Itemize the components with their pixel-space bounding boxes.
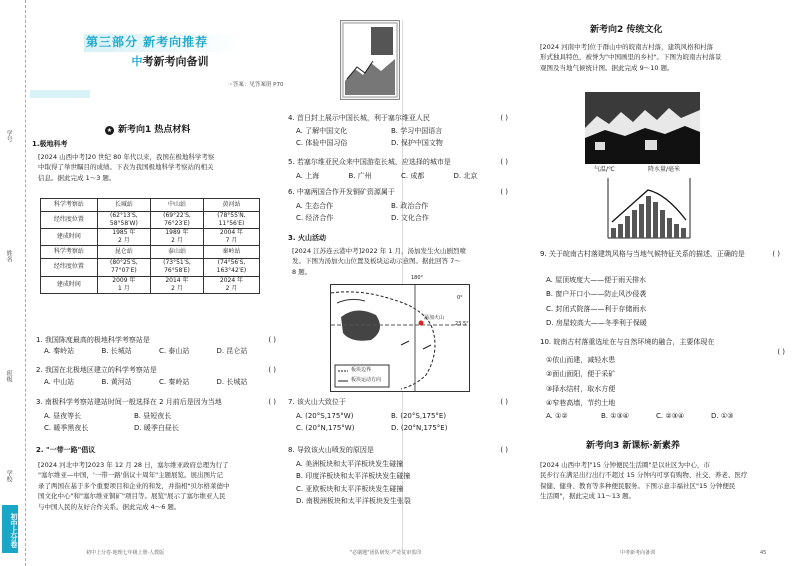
option: A. (20°S,175°W)	[296, 412, 354, 420]
legend-motion: 板块运动方向	[351, 377, 382, 383]
q10-statements	[546, 356, 746, 409]
option: B. 窗户开口小——防止风沙侵袭	[546, 290, 647, 299]
material-line: 中取得了举世瞩目的成绩。下表为我国极地科学考察站的相关	[38, 163, 214, 172]
first-day-cover-image	[340, 20, 400, 100]
option: B. (20°S,175°E)	[391, 412, 447, 420]
legend-boundary: 板块边界	[351, 367, 372, 373]
question-2	[36, 366, 276, 375]
option: D. 北京	[453, 172, 478, 180]
q1-text: 1. 我国陈度最高的极地科学考察站是	[36, 336, 150, 344]
stations-table	[40, 198, 260, 294]
volcano-map	[330, 275, 470, 392]
footer-center: "必刷题"团队研发·严苛复审监印	[350, 550, 422, 556]
option: B. 学习中国语言	[391, 127, 443, 135]
material-line: "塞尔维亚—中国，'一带一路'倡议十周年"主题展览。展出图片记	[38, 471, 224, 480]
q9-options	[546, 276, 746, 329]
table-row	[41, 276, 260, 293]
question-5	[288, 158, 508, 167]
material-line: 民步行在满足出行出行不超过 15 分钟内可享有购物、社交、养老、医疗	[540, 471, 748, 480]
material-line: 与中国人民的友好合作关系。据此完成 4～6 题。	[38, 502, 181, 511]
name-label: 姓名	[5, 250, 13, 262]
question-6	[288, 188, 508, 197]
village-photo-svg	[585, 92, 700, 164]
table-cell: 1985 年 2 月	[97, 229, 150, 246]
table-cell: 建成时间	[41, 229, 98, 246]
option: B. ①③④	[601, 412, 630, 420]
table-cell: (62°13′S, 58°58′W)	[97, 212, 150, 229]
table-row	[41, 199, 260, 212]
option: A. ①②	[546, 412, 568, 420]
q9-answer-bracket: ( )	[772, 250, 780, 258]
table-cell: 长城站	[97, 199, 150, 212]
table-row	[41, 229, 260, 246]
sub-title-rest: 考新考向备训	[142, 55, 209, 68]
q10-text: 10. 皖南古村落重选址在与自然环境的融合，主要体现在	[540, 338, 715, 346]
material-line: 发。下图为汤加火山位置及板块运动示意图。据此回答 7～	[292, 257, 461, 266]
option: A. 昼夜等长	[44, 412, 82, 420]
q2-options	[44, 378, 274, 387]
option: C. ②③④	[656, 412, 685, 420]
q7-text: 7. 该火山大致位于	[288, 398, 346, 406]
option: A. 上海	[296, 172, 320, 180]
q5-options	[296, 172, 506, 181]
footer-left: 初中上分卷·地理七年级上册·人教版	[86, 550, 165, 556]
table-row	[41, 259, 260, 276]
q4-answer-bracket: ( )	[500, 114, 508, 122]
q8-text: 8. 导致该火山喷发的原因是	[288, 446, 374, 454]
q3-answer-bracket: ( )	[268, 398, 276, 406]
material-line: 8 题。	[292, 267, 312, 276]
topic-polar: 1.极地科考	[32, 140, 68, 148]
material-line: [2024 山西中考]"15 分钟便民生活圈"是以社区为中心，市	[540, 461, 710, 469]
material-section2	[540, 42, 785, 73]
decor-band	[30, 90, 90, 98]
material-line: 录了两国在基于多个重要项目和企业的和发，并指相"贝尔格莱德中	[38, 481, 230, 490]
school-label: 学校	[5, 470, 13, 482]
option: A. 屋顶坡度大——便于雨天排水	[546, 276, 647, 284]
q10-answer-bracket: ( )	[777, 348, 785, 356]
table-cell: (80°25′S, 77°07′E)	[97, 259, 150, 276]
table-cell: (78°55′N, 11°56′E)	[203, 212, 259, 229]
answer-reference: ☞答案：见答案册 P70	[228, 82, 284, 88]
map-equator-label: 0°	[457, 295, 463, 301]
q2-text: 2. 我国在北极地区建立的科学考察站是	[36, 366, 157, 374]
option: C. 泰山站	[159, 347, 190, 355]
option: D. 房屋较高大——冬季利于保暖	[546, 319, 647, 328]
q8-answer-bracket: ( )	[500, 446, 508, 454]
option: C. 亚欧板块和太平洋板块发生碰撞	[296, 484, 404, 493]
option: C. (20°N,175°W)	[296, 424, 355, 433]
q5-text: 5. 若塞尔维亚民众来中国游览长城，应选择的城市是	[288, 158, 451, 166]
star-icon: ★	[106, 126, 113, 134]
question-10	[540, 338, 785, 357]
q3-options	[44, 412, 224, 434]
statement: ①依山而建，减轻水患	[546, 356, 616, 364]
option: C. 暖季黑夜长	[44, 424, 89, 433]
option: D. (20°N,175°E)	[391, 424, 448, 433]
table-cell: 昆仑站	[97, 246, 150, 259]
q6-text: 6. 中塞两国合作开发铜矿资源属于	[288, 188, 395, 196]
material-line: 观图及当地气候统计图。据此完成 9～10 题。	[540, 63, 674, 72]
option: C. 体验中国习俗	[296, 139, 348, 148]
option: D. 长城站	[216, 378, 248, 386]
village-photo	[585, 92, 700, 164]
page-number: 45	[760, 550, 767, 556]
q5-answer-bracket: ( )	[500, 158, 508, 166]
option: A. 秦岭站	[44, 347, 75, 355]
class-label: 班级	[5, 370, 13, 382]
question-1	[36, 336, 276, 345]
q6-answer-bracket: ( )	[500, 188, 508, 196]
table-cell: 2004 年 7 月	[203, 229, 259, 246]
material-line: 信息。据此完成 1～3 题。	[38, 173, 116, 182]
student-id-label: 学号	[5, 130, 13, 142]
table-cell: 建成时间	[41, 276, 98, 293]
option: A. 美洲板块和太平洋板块发生碰撞	[296, 460, 404, 468]
table-row	[41, 212, 260, 229]
table-cell: 黄河站	[203, 199, 259, 212]
map-volcano-label: 汤加火山	[424, 315, 445, 321]
option: D. 南极洲板块和太平洋板块发生张裂	[296, 497, 411, 506]
binding-strip	[0, 0, 26, 566]
q2-answer-bracket: ( )	[268, 366, 276, 374]
option: B. 长城站	[101, 347, 132, 355]
material-line: 生活圈"，据此完成 11～13 题。	[540, 492, 636, 501]
question-7	[288, 398, 508, 407]
question-4	[288, 114, 508, 123]
material-line: [2024 江苏连云港中考]2022 年 1 月，汤加发生火山剧烈喷	[292, 247, 467, 255]
table-cell: 中山站	[150, 199, 203, 212]
option: B. 广州	[348, 172, 372, 180]
table-cell: 秦岭站	[203, 246, 259, 259]
material-2	[38, 460, 278, 512]
section3-heading: 新考向3 新课标·新素养	[586, 441, 680, 451]
q3-text: 3. 南极科学考察站建站时间一般选择在 2 月前后是因为当地	[36, 398, 222, 406]
footer-right: 中考新考向备训	[620, 550, 656, 556]
table-cell: 经纬度位置	[41, 259, 98, 276]
material-line: [2024 山西中考]20 世纪 80 年代以来，我国在极地科学考察	[38, 153, 215, 161]
material-section3	[540, 460, 785, 502]
option: D. 昆仑站	[216, 347, 248, 355]
option: B. 黄河站	[101, 378, 132, 386]
brand-tab: 初中上分卷	[2, 505, 18, 553]
option: B. 政治合作	[391, 202, 429, 210]
map-longitude-label: 180°	[411, 275, 424, 281]
material-line: 国文化中心"和"塞尔维亚铜矿"项目等。展览"展示了塞尔维亚人民	[38, 492, 226, 501]
cover-illustration	[341, 21, 399, 99]
statement: ④窄巷高墙，节约土地	[546, 399, 616, 408]
table-cell: 2009 年 1 月	[97, 276, 150, 293]
q4-options	[296, 127, 486, 149]
option: D. ①③	[711, 412, 734, 420]
option: D. 保护中国文物	[391, 139, 443, 148]
plate-map-svg	[331, 285, 469, 391]
topic-volcano: 3. 火山活动	[288, 234, 326, 242]
q9-text: 9. 关于皖南古村落建筑风格与当地气候特征关系的描述，正确的是	[540, 250, 745, 258]
q10-options	[546, 412, 766, 421]
part-title: 第三部分 新考向推荐	[84, 34, 239, 52]
material-line: 形式独具特色，被誉为"中国画里的乡村"。下图为皖南古村落景	[540, 53, 722, 62]
climate-chart-svg	[590, 176, 710, 248]
q1-answer-bracket: ( )	[268, 336, 276, 344]
option: C. 经济合作	[296, 214, 334, 223]
question-3	[36, 398, 276, 407]
material-3	[292, 246, 522, 277]
option: D. 文化合作	[391, 214, 429, 223]
statement: ②面山面阳，便于采矿	[546, 370, 616, 379]
table-cell: (73°51′S, 76°58′E)	[150, 259, 203, 276]
material-line: [2024 河北中考]2023 年 12 月 28 日，塞尔维亚政府总理为行了	[38, 461, 229, 469]
map-tropic-label: 23.5°	[455, 321, 469, 327]
section1-title: 新考向1 热点材料	[118, 125, 191, 135]
chart-label-temp: 气温/℃	[594, 166, 615, 173]
section2-heading: 新考向2 传统文化	[590, 25, 663, 35]
table-cell: 2014 年 2 月	[150, 276, 203, 293]
climate-chart	[590, 166, 710, 248]
q1-options	[44, 347, 274, 356]
option: A. 了解中国文化	[296, 127, 348, 135]
section1-heading	[105, 124, 190, 136]
sub-title	[110, 55, 230, 70]
material-1	[38, 152, 278, 183]
option: B. 昼短夜长	[134, 412, 172, 420]
option: A. 生态合作	[296, 202, 334, 210]
table-cell: 2024 年 2 月	[203, 276, 259, 293]
topic-belt-road: 2. "一带一路"倡议	[36, 446, 96, 454]
table-cell: 科学考察站	[41, 199, 98, 212]
option: D. 暖季白昼长	[134, 424, 179, 433]
table-cell: (74°56′S, 163°42′E)	[203, 259, 259, 276]
q8-options	[296, 460, 496, 507]
option: C. 封闭式院落——利于存储雨水	[546, 304, 647, 313]
table-cell: 经纬度位置	[41, 212, 98, 229]
q7-options	[296, 412, 486, 434]
option: A. 中山站	[44, 378, 75, 386]
table-cell: 泰山站	[150, 246, 203, 259]
material-line: [2024 河南中考]位于群山中的皖南古村落，建筑风格和村落	[540, 43, 714, 51]
table-row	[41, 246, 260, 259]
option: C. 秦岭站	[159, 378, 190, 386]
q6-options	[296, 202, 486, 224]
sub-title-first-char: 中	[131, 55, 143, 68]
option: C. 成都	[401, 172, 425, 180]
statement: ③择水结村，取水方便	[546, 384, 616, 393]
table-cell: (69°22′S, 76°23′E)	[150, 212, 203, 229]
question-9	[540, 250, 780, 259]
chart-label-precip: 降水量/毫米	[648, 166, 681, 173]
material-line: 保健、健身、教育等多种便民服务。下图示意丰福社区"15 分钟便民	[540, 481, 736, 490]
option: B. 印度洋板块和太平洋板块发生碰撞	[296, 472, 411, 481]
q4-text: 4. 首日封上展示中国长城，利于塞尔维亚人民	[288, 114, 430, 122]
question-8	[288, 446, 508, 455]
table-cell: 科学考察站	[41, 246, 98, 259]
table-cell: 1989 年 2 月	[150, 229, 203, 246]
q7-answer-bracket: ( )	[500, 398, 508, 406]
